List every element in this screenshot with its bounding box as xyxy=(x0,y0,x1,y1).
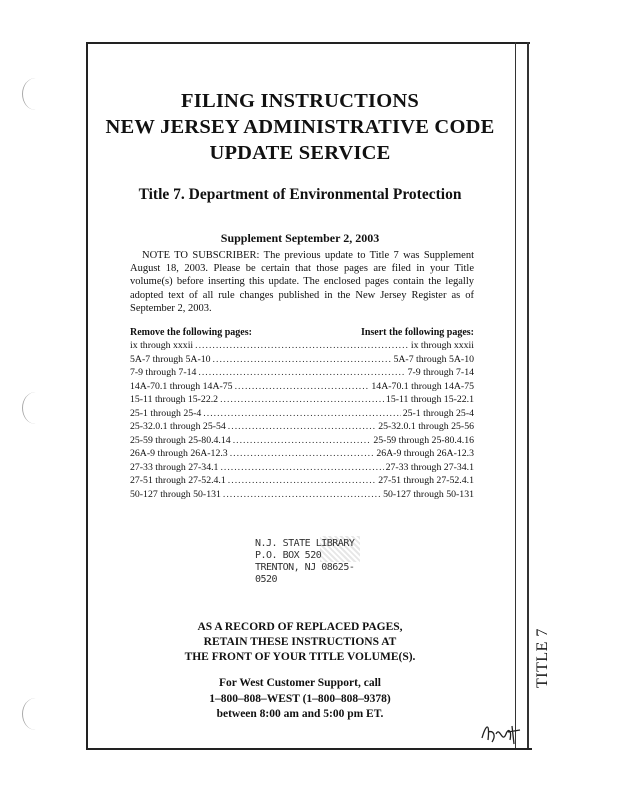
leader-dots xyxy=(203,408,400,419)
insert-pages: 27-33 through 27-34.1 xyxy=(385,461,474,473)
remove-pages: 7-9 through 7-14 xyxy=(130,367,197,378)
record-line: THE FRONT OF YOUR TITLE VOLUME(S). xyxy=(184,651,416,663)
leader-dots xyxy=(235,381,370,392)
remove-header: Remove the following pages: xyxy=(130,327,252,338)
page-title xyxy=(90,88,510,166)
insert-pages: 50-127 through 50-131 xyxy=(383,488,474,500)
border-right-line xyxy=(515,42,516,748)
leader-dots xyxy=(195,340,409,351)
leader-dots xyxy=(228,475,376,486)
leader-dots xyxy=(220,462,383,473)
remove-pages: 27-51 through 27-52.4.1 xyxy=(130,475,226,486)
remove-pages: ix through xxxii xyxy=(130,340,194,351)
border-right-line-outer xyxy=(527,42,529,748)
insert-pages: 7-9 through 7-14 xyxy=(407,367,474,378)
remove-pages: 27-33 through 27-34.1 xyxy=(130,461,219,473)
remove-pages: 5A-7 through 5A-10 xyxy=(130,353,211,365)
record-line: AS A RECORD OF REPLACED PAGES, xyxy=(197,621,403,633)
title-line: UPDATE SERVICE xyxy=(209,142,391,164)
table-row xyxy=(130,381,474,395)
title-line: FILING INSTRUCTIONS xyxy=(181,90,419,112)
support-line: 1–800–808–WEST (1–800–808–9378) xyxy=(209,692,391,705)
table-row xyxy=(130,435,474,449)
punch-hole-mark xyxy=(22,698,49,730)
table-row xyxy=(130,462,474,476)
support-line: For West Customer Support, call xyxy=(219,677,381,689)
remove-pages: 15-11 through 15-22.2 xyxy=(130,394,219,405)
remove-pages: 26A-9 through 26A-12.3 xyxy=(130,448,228,459)
punch-hole-mark xyxy=(22,392,49,424)
remove-pages: 25-1 through 25-4 xyxy=(130,407,202,419)
leader-dots xyxy=(233,435,372,446)
insert-pages: 25-32.0.1 through 25-56 xyxy=(378,421,474,432)
record-line: RETAIN THESE INSTRUCTIONS AT xyxy=(203,636,397,648)
insert-pages: 26A-9 through 26A-12.3 xyxy=(376,448,474,459)
stamp-line: P.O. BOX 520 xyxy=(255,550,322,561)
remove-pages: 25-59 through 25-80.4.14 xyxy=(130,434,231,446)
table-row xyxy=(130,367,474,381)
leader-dots xyxy=(230,448,375,459)
customer-support xyxy=(150,676,450,723)
stamp-line: N.J. STATE LIBRARY xyxy=(255,538,355,549)
table-row xyxy=(130,421,474,435)
remove-pages: 14A-70.1 through 14A-75 xyxy=(130,380,233,392)
table-row xyxy=(130,489,474,503)
leader-dots xyxy=(228,421,376,432)
table-row xyxy=(130,448,474,462)
subscriber-note: NOTE TO SUBSCRIBER: The previous update to Title 7 was Supplement August 18, 2003. Please be certain that those pages are filed in your Title volume(s) before inserting this update. The enclosed pages contain the legally adopted text of all rule changes published in the New Jersey Register as of September 2, 2003. xyxy=(130,250,474,314)
insert-pages: 27-51 through 27-52.4.1 xyxy=(378,475,474,486)
insert-pages: 15-11 through 15-22.1 xyxy=(385,394,474,405)
remove-pages: 25-32.0.1 through 25-54 xyxy=(130,421,226,432)
insert-header: Insert the following pages: xyxy=(360,327,474,338)
insert-pages: 25-59 through 25-80.4.16 xyxy=(373,434,474,446)
border-left-line xyxy=(86,42,88,750)
title-line: NEW JERSEY ADMINISTRATIVE CODE xyxy=(105,116,495,138)
border-top-line xyxy=(86,42,530,44)
pages-table xyxy=(130,340,474,502)
leader-dots xyxy=(198,367,405,378)
insert-pages: ix through xxxii xyxy=(410,340,474,351)
table-row xyxy=(130,475,474,489)
border-bottom-line xyxy=(86,748,532,750)
handwritten-initials xyxy=(478,718,526,748)
table-row xyxy=(130,408,474,422)
supplement-date: Supplement September 2, 2003 xyxy=(220,231,380,245)
punch-hole-mark xyxy=(22,78,49,110)
leader-dots xyxy=(220,394,384,405)
insert-pages: 14A-70.1 through 14A-75 xyxy=(371,380,474,392)
library-stamp xyxy=(255,538,375,586)
table-row xyxy=(130,354,474,368)
support-line: between 8:00 am and 5:00 pm ET. xyxy=(216,708,384,720)
record-instructions xyxy=(150,620,450,665)
remove-pages: 50-127 through 50-131 xyxy=(130,488,221,500)
table-row xyxy=(130,340,474,354)
title-subtitle: Title 7. Department of Environmental Protection xyxy=(138,186,462,203)
leader-dots xyxy=(223,489,381,500)
table-row xyxy=(130,394,474,408)
leader-dots xyxy=(213,354,392,365)
insert-pages: 5A-7 through 5A-10 xyxy=(393,353,474,365)
stamp-line: TRENTON, NJ 08625-0520 xyxy=(255,562,355,585)
spine-label: TITLE 7 xyxy=(534,628,551,688)
insert-pages: 25-1 through 25-4 xyxy=(402,407,474,419)
